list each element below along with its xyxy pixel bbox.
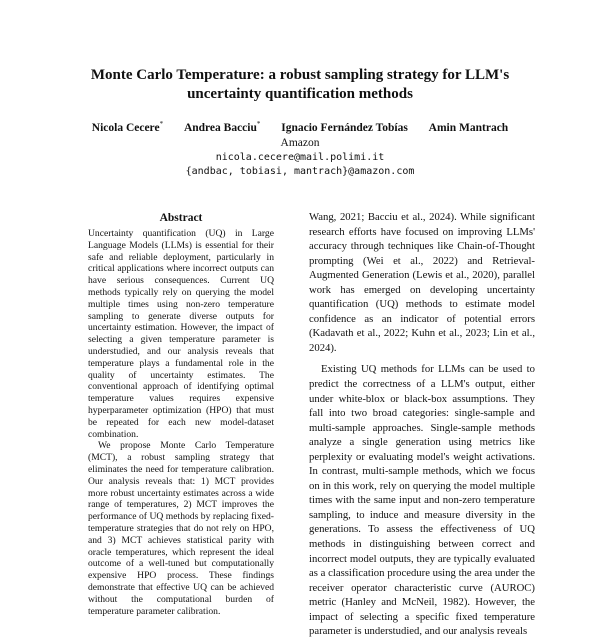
author-name: Amin Mantrach <box>428 121 509 134</box>
author-1 <box>92 122 163 134</box>
author-4 <box>429 122 509 134</box>
author-2 <box>184 122 260 134</box>
body-paragraph: Wang, 2021; Bacciu et al., 2024). While significant research efforts have focused on improving LLMs' accuracy through techniques like Chain-of-Thought prompting (Wei et al., 2022) and Retrieval-Augmented Generation (Lewis et al., 2020), parallel work has emerged on developing uncertainty quantification (UQ) methods to estimate model confidence as an indicator of potential errors (Kadavath et al., 2022; Kuhn et al., 2023; Lin et al., 2024). <box>309 211 535 354</box>
body-paragraph: Existing UQ methods for LLMs can be used to predict the correctness of a LLM's output, either under white-blox or black-box assumptions. They fall into two broad categories: single-sample and multi-sample approaches. Single-sample methods analyze a single generation using metrics like perplexity or evaluating model's weight activations. In contrast, multi-sample methods, which we focus on in this work, rely on querying the model multiple times with the same input and non-zero temperature sampling, to induce and measure diversity in the generations. To assess the effectiveness of UQ methods in distinguishing between correct and incorrect model outputs, they are typically evaluated as a classification procedure using the area under the receiver operator characteristic curve (AUROC) metric (Hanley and McNeil, 1982). However, the impact of selecting a specific fixed temperature parameter is understudied, and our analysis reveals <box>309 363 535 638</box>
abstract-heading: Abstract <box>159 212 203 224</box>
author-mark: * <box>256 120 261 128</box>
author-list <box>40 120 560 134</box>
email-primary: nicola.cecere@mail.polimi.it <box>215 152 385 163</box>
author-name: Ignacio Fernández Tobías <box>281 121 408 134</box>
abstract-paragraph: Uncertainty quantification (UQ) in Large Language Models (LLMs) is essential for their safe and reliable deployment, particularly in critical applications where incorrect outputs can have serious consequences. Current UQ methods typically rely on querying the model multiple times using non-zero temperature sampling to generate diverse outputs for uncertainty estimation. However, the impact of selecting a given temperature parameter is understudied, and our analysis reveals that temperature plays a fundamental role in the quality of uncertainty estimates. The conventional approach of identifying optimal temperature values requires expensive hyperparameter optimization (HPO) that must be repeated for each new model-dataset combination. <box>88 228 274 440</box>
author-name: Nicola Cecere <box>91 121 160 134</box>
abstract-body <box>88 228 274 617</box>
author-mark: * <box>159 120 164 128</box>
affiliation: Amazon <box>280 137 320 149</box>
author-name: Andrea Bacciu <box>183 121 257 134</box>
body-column <box>309 210 535 638</box>
paper-title: Monte Carlo Temperature: a robust sampling strategy for LLM's uncertainty quantification methods <box>90 67 510 102</box>
email-group: {andbac, tobiasi, mantrach}@amazon.com <box>185 166 415 177</box>
author-3 <box>281 122 408 134</box>
abstract-paragraph: We propose Monte Carlo Temperature (MCT), a robust sampling strategy that eliminates the need for temperature calibration. Our analysis reveals that: 1) MCT provides more robust uncertainty estimates across a wide range of temperatures, 2) MCT improves the performance of UQ methods by replacing fixed-temperature strategies that do not rely on HPO, and 3) MCT achieves statistical parity with oracle temperatures, which represent the ideal outcome of a well-tuned but computationally expensive HPO process. These findings demonstrate that effective UQ can be achieved without the computational burden of temperature parameter calibration. <box>88 440 274 617</box>
